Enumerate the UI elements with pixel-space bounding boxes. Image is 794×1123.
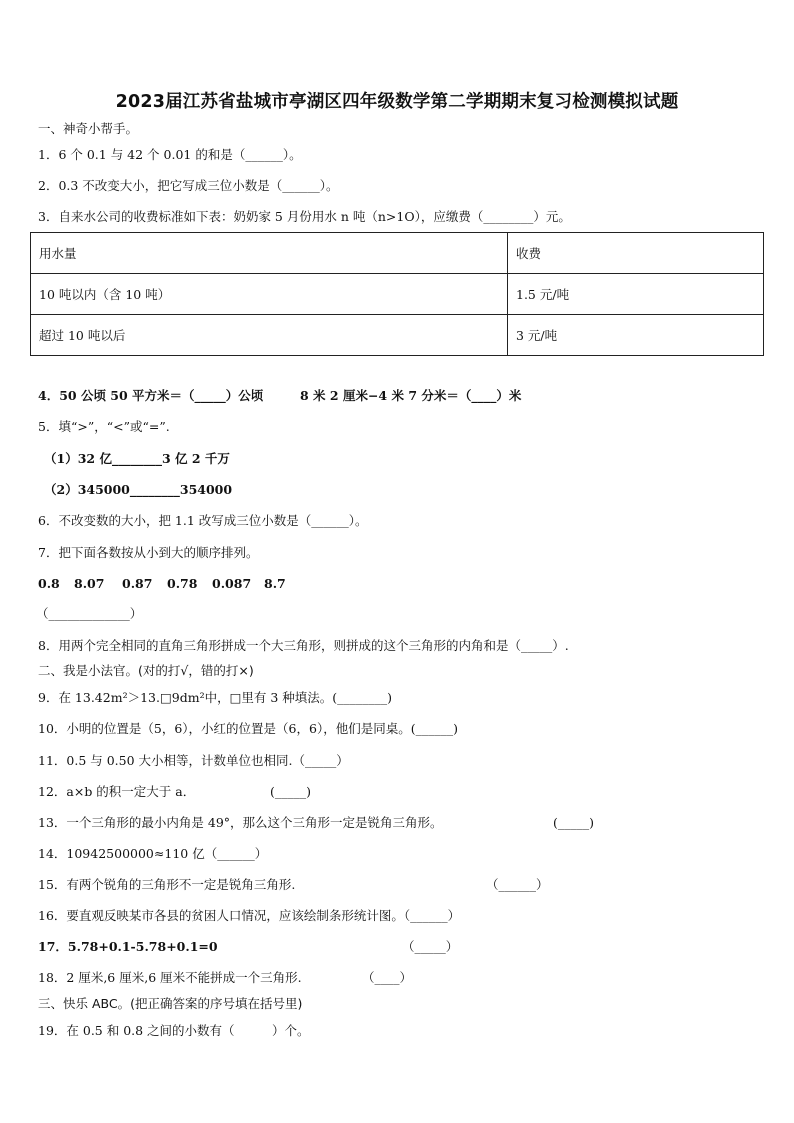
number-item: 0.78: [167, 576, 198, 591]
question-15-answer-blank: （______）: [486, 877, 549, 892]
number-item: 8.07: [74, 576, 105, 591]
question-4-part-a: 4．50 公顷 50 平方米＝（_____）公顷: [38, 388, 264, 403]
table-row: [31, 315, 764, 356]
number-item: 0.87: [122, 576, 153, 591]
table-cell: 1.5 元/吨: [508, 274, 764, 315]
question-9: 9．在 13.42m²＞13.□9dm²中，□里有 3 种填法。(________): [38, 690, 393, 705]
page-title: 2023届江苏省盐城市亭湖区四年级数学第二学期期末复习检测模拟试题: [115, 92, 679, 112]
question-5-item-1: （1）32 亿________3 亿 2 千万: [44, 451, 230, 466]
question-7: 7．把下面各数按从小到大的顺序排列。: [38, 545, 259, 560]
question-4-part-b: 8 米 2 厘米−4 米 7 分米＝（____）米: [300, 388, 522, 403]
question-5-item-2: （2）345000________354000: [44, 482, 233, 497]
question-8: 8．用两个完全相同的直角三角形拼成一个大三角形，则拼成的这个三角形的内角和是（_____）.: [38, 638, 569, 653]
section-2-heading: 二、我是小法官。(对的打√，错的打×): [38, 663, 254, 678]
table-cell: 3 元/吨: [508, 315, 764, 356]
question-16: 16．要直观反映某市各县的贫困人口情况，应该绘制条形统计图。（______）: [38, 908, 461, 923]
question-13-answer-blank: (_____): [553, 815, 595, 830]
number-item: 0.8: [38, 576, 60, 591]
question-18-answer-blank: （____）: [362, 970, 413, 985]
question-12: 12．a×b 的积一定大于 a．: [38, 784, 196, 799]
water-fee-table: [30, 232, 764, 356]
number-item: 8.7: [264, 576, 286, 591]
question-19: 19．在 0.5 和 0.8 之间的小数有（ ）个。: [38, 1023, 310, 1038]
number-item: 0.087: [212, 576, 252, 591]
question-17-answer-blank: （_____）: [402, 939, 459, 954]
question-5: 5．填“>”，“<”或“=”.: [38, 419, 170, 434]
table-row: [31, 233, 764, 274]
question-13: 13．一个三角形的最小内角是 49°，那么这个三角形一定是锐角三角形。: [38, 815, 443, 830]
question-17: 17．5.78+0.1-5.78+0.1=0: [38, 939, 218, 954]
table-header-cell: 收费: [508, 233, 764, 274]
question-14: 14．10942500000≈110 亿（______）: [38, 846, 268, 861]
question-12-answer-blank: (_____): [270, 784, 312, 799]
table-header-cell: 用水量: [31, 233, 508, 274]
question-1: 1．6 个 0.1 与 42 个 0.01 的和是（______）。: [38, 147, 302, 162]
question-11: 11．0.5 与 0.50 大小相等，计数单位也相同.（_____）: [38, 753, 349, 768]
question-3: 3．自来水公司的收费标准如下表：奶奶家 5 月份用水 n 吨（n>1O），应缴费（________）元。: [38, 209, 571, 224]
table-row: [31, 274, 764, 315]
question-7-answer-blank: （_____________）: [36, 606, 143, 621]
question-10: 10．小明的位置是（5，6），小红的位置是（6，6），他们是同桌。(______): [38, 721, 458, 736]
question-6: 6．不改变数的大小，把 1.1 改写成三位小数是（______）。: [38, 513, 368, 528]
section-1-heading: 一、神奇小帮手。: [38, 121, 139, 136]
question-2: 2．0.3 不改变大小，把它写成三位小数是（______）。: [38, 178, 339, 193]
question-15: 15．有两个锐角的三角形不一定是锐角三角形.: [38, 877, 296, 892]
section-3-heading: 三、快乐 ABC。(把正确答案的序号填在括号里): [38, 996, 303, 1011]
table-cell: 超过 10 吨以后: [31, 315, 508, 356]
table-cell: 10 吨以内（含 10 吨）: [31, 274, 508, 315]
question-18: 18．2 厘米,6 厘米,6 厘米不能拼成一个三角形.: [38, 970, 302, 985]
